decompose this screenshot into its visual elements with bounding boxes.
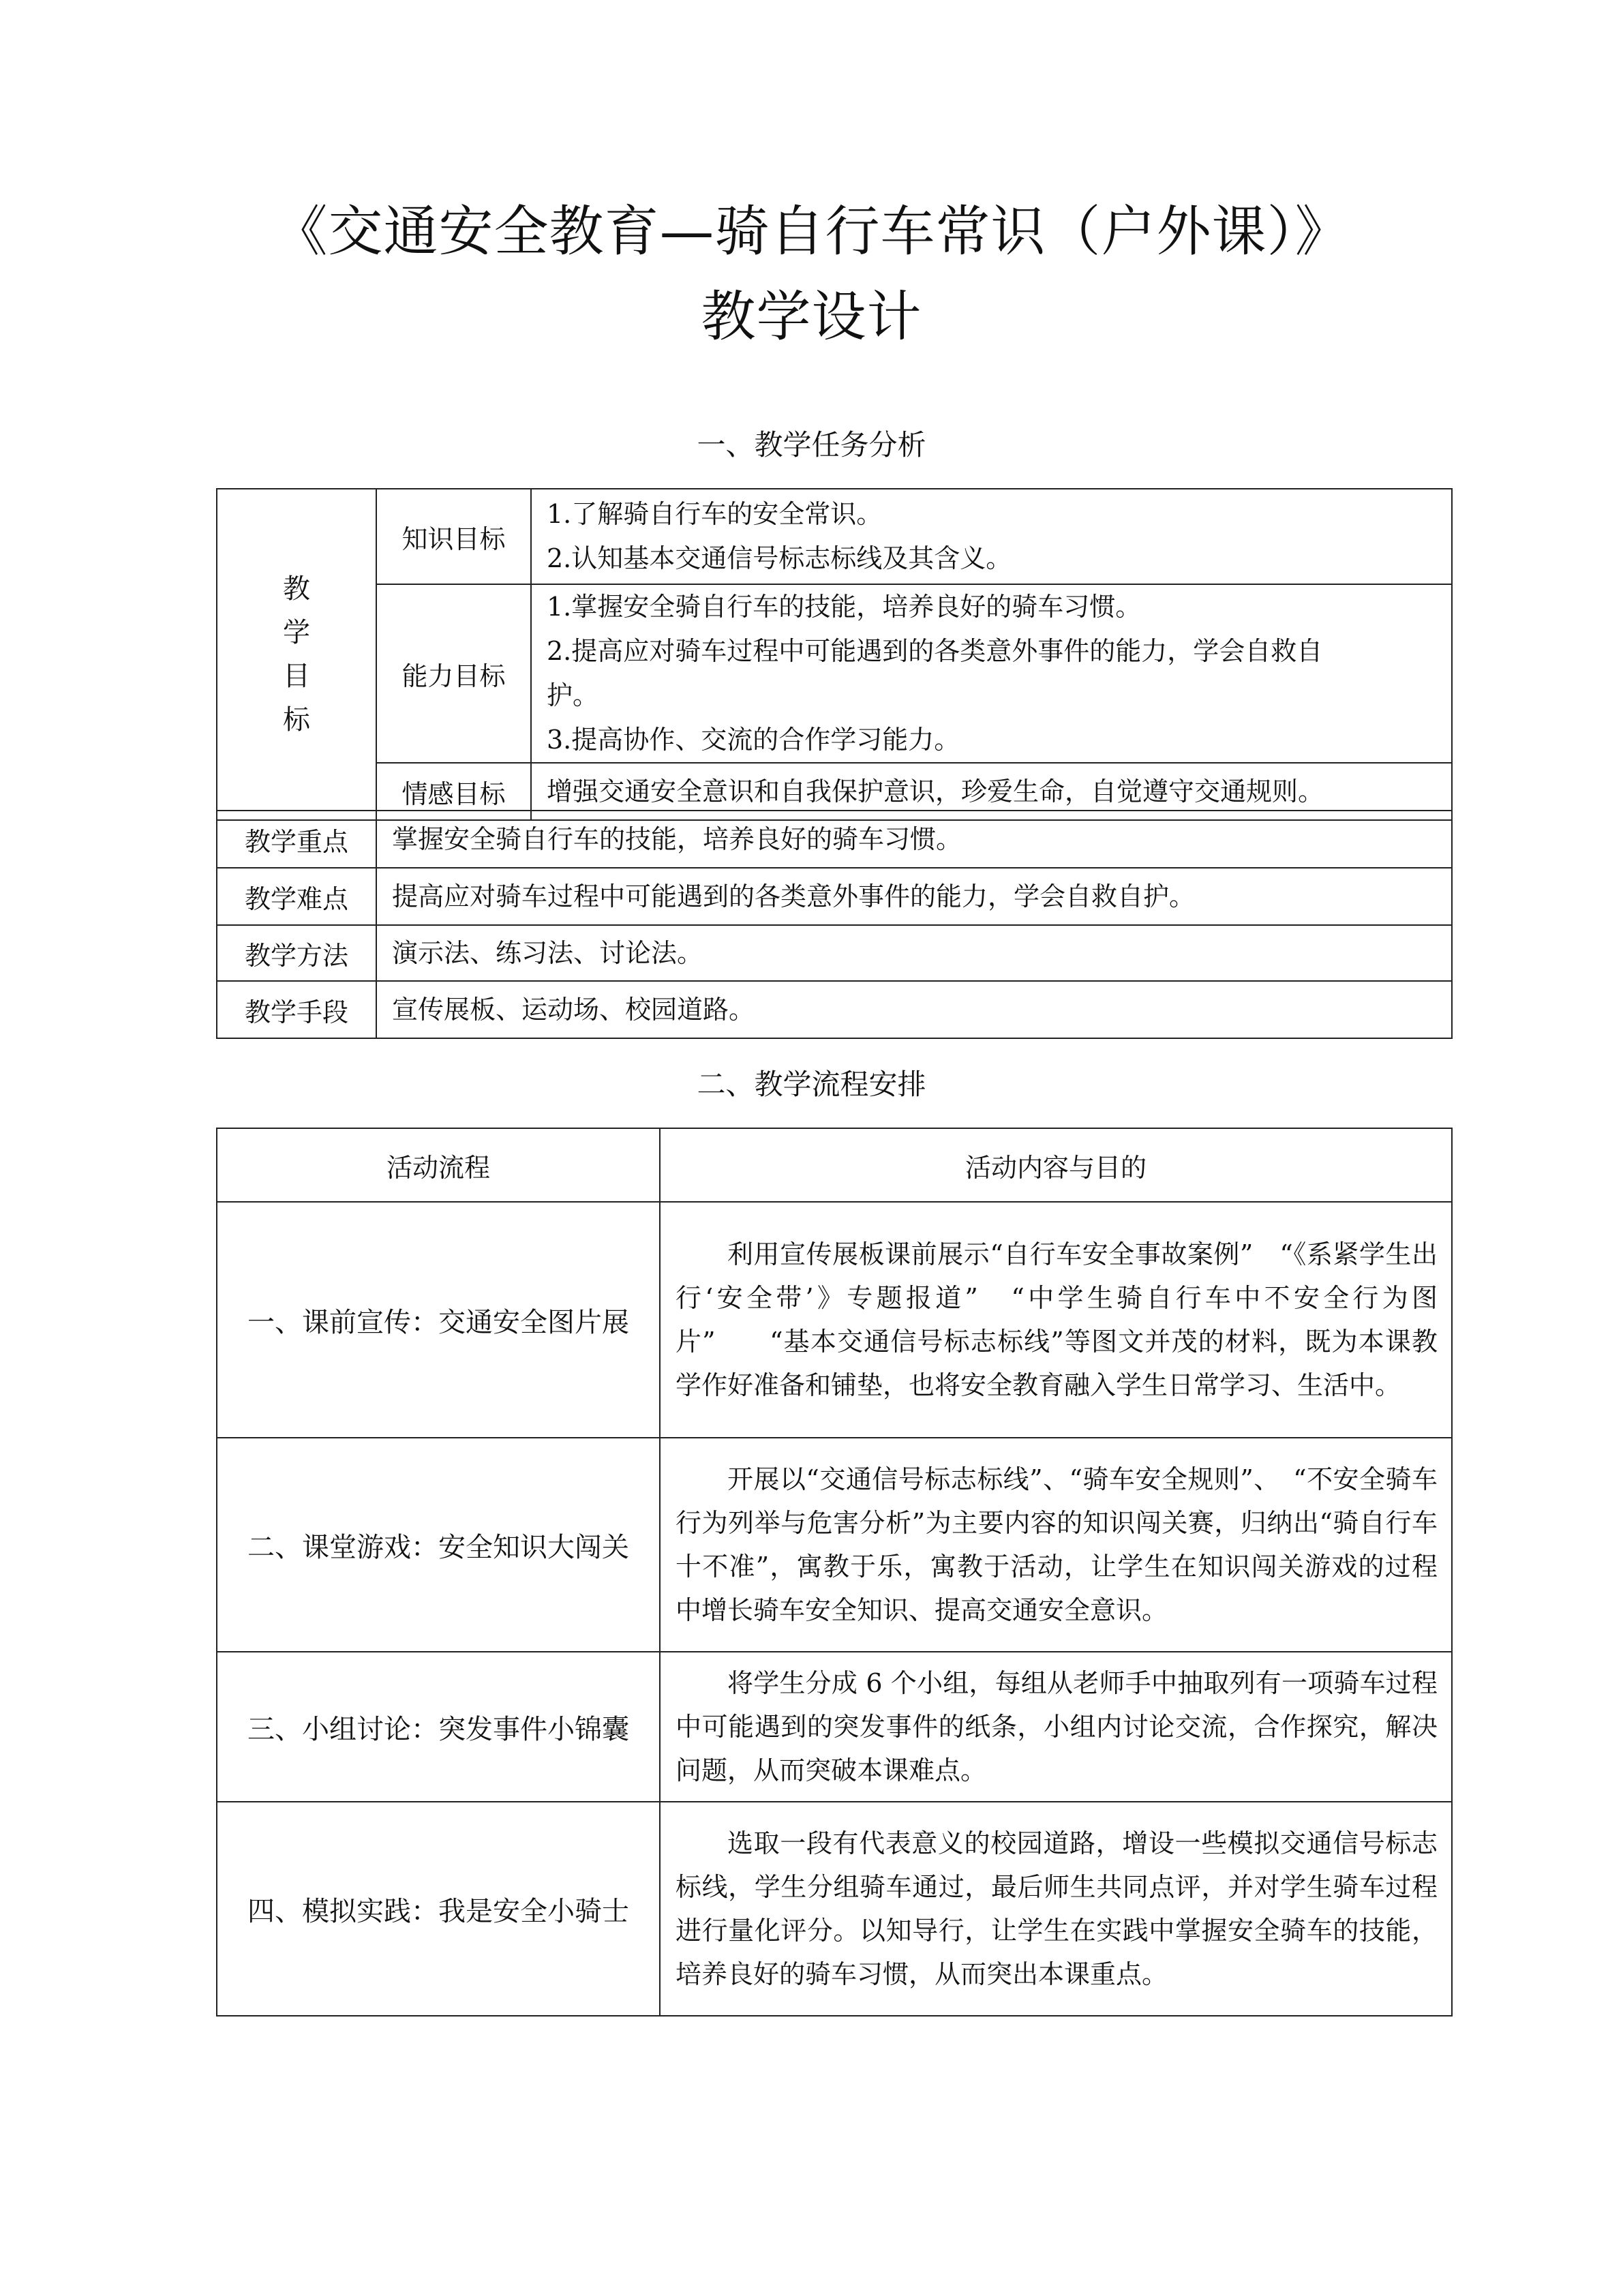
table-row — [217, 811, 1452, 868]
table-row — [217, 981, 1452, 1038]
process-table — [216, 1128, 1453, 2016]
stage-label: 三、小组讨论：突发事件小锦囊 — [217, 1652, 660, 1802]
document-subtitle: 教学设计 — [701, 285, 922, 348]
section-heading-task-analysis: 一、教学任务分析 — [697, 428, 926, 462]
row-value-difficulty: 提高应对骑车过程中可能遇到的各类意外事件的能力，学会自救自护。 — [376, 868, 1452, 925]
objective-label-emotion: 情感目标 — [376, 763, 531, 820]
task-analysis-table-bottom — [216, 810, 1453, 1039]
stage-content: 开展以“交通信号标志标线”、“骑车安全规则”、 “不安全骑车行为列举与危害分析”为主要内容的知识闯关赛，归纳出“骑自行车十不准”，寓教于乐，寓教于活动，让学生在知识闯关游戏的过程中增长骑车安全知识、提高交通安全意识。 — [660, 1438, 1452, 1652]
row-label-key-point: 教学重点 — [217, 811, 376, 868]
row-value-means: 宣传展板、运动场、校园道路。 — [376, 981, 1452, 1038]
row-label-means: 教学手段 — [217, 981, 376, 1038]
row-label-method: 教学方法 — [217, 925, 376, 981]
stage-label: 二、课堂游戏：安全知识大闯关 — [217, 1438, 660, 1652]
table-header-row — [217, 1128, 1452, 1202]
objective-content-ability: 1.掌握安全骑自行车的技能，培养良好的骑车习惯。 2.提高应对骑车过程中可能遇到的各类意外事件的能力，学会自救自 护。 3.提高协作、交流的合作学习能力。 — [531, 584, 1452, 763]
objective-content-knowledge: 1.了解骑自行车的安全常识。 2.认知基本交通信号标志标线及其含义。 — [531, 489, 1452, 584]
table-row — [217, 1438, 1452, 1652]
section-heading-process: 二、教学流程安排 — [697, 1068, 926, 1101]
objective-label-knowledge: 知识目标 — [376, 489, 531, 584]
task-analysis-table — [216, 488, 1453, 821]
table-row — [217, 1652, 1452, 1802]
row-label-difficulty: 教学难点 — [217, 868, 376, 925]
objective-content-emotion: 增强交通安全意识和自我保护意识，珍爱生命，自觉遵守交通规则。 — [531, 763, 1452, 820]
table-row — [217, 584, 1452, 763]
document-title: 《交通安全教育—骑自行车常识（户外课）》 — [273, 200, 1350, 263]
stage-content: 选取一段有代表意义的校园道路，增设一些模拟交通信号标志标线，学生分组骑车通过，最后师生共同点评，并对学生骑车过程进行量化评分。以知导行，让学生在实践中掌握安全骑车的技能，培养良好的骑车习惯，从而突出本课重点。 — [660, 1802, 1452, 2016]
stage-label: 四、模拟实践：我是安全小骑士 — [217, 1802, 660, 2016]
stage-content: 利用宣传展板课前展示“自行车安全事故案例” “《系紧学生出行‘安全带’》专题报道” “中学生骑自行车中不安全行为图片” “基本交通信号标志标线”等图文并茂的材料，既为本课教学作好准备和铺垫，也将安全教育融入学生日常学习、生活中。 — [660, 1202, 1452, 1438]
column-header-stage: 活动流程 — [217, 1128, 660, 1202]
table-row — [217, 1202, 1452, 1438]
objective-label-ability: 能力目标 — [376, 584, 531, 763]
objectives-label: 教 学 目 标 — [217, 489, 376, 820]
table-row — [217, 925, 1452, 981]
row-value-method: 演示法、练习法、讨论法。 — [376, 925, 1452, 981]
column-header-content: 活动内容与目的 — [660, 1128, 1452, 1202]
table-row — [217, 868, 1452, 925]
row-value-key-point: 掌握安全骑自行车的技能，培养良好的骑车习惯。 — [376, 811, 1452, 868]
stage-label: 一、课前宣传：交通安全图片展 — [217, 1202, 660, 1438]
stage-content: 将学生分成 6 个小组，每组从老师手中抽取列有一项骑车过程中可能遇到的突发事件的纸条，小组内讨论交流，合作探究，解决问题，从而突破本课难点。 — [660, 1652, 1452, 1802]
table-row — [217, 489, 1452, 584]
table-row — [217, 1802, 1452, 2016]
